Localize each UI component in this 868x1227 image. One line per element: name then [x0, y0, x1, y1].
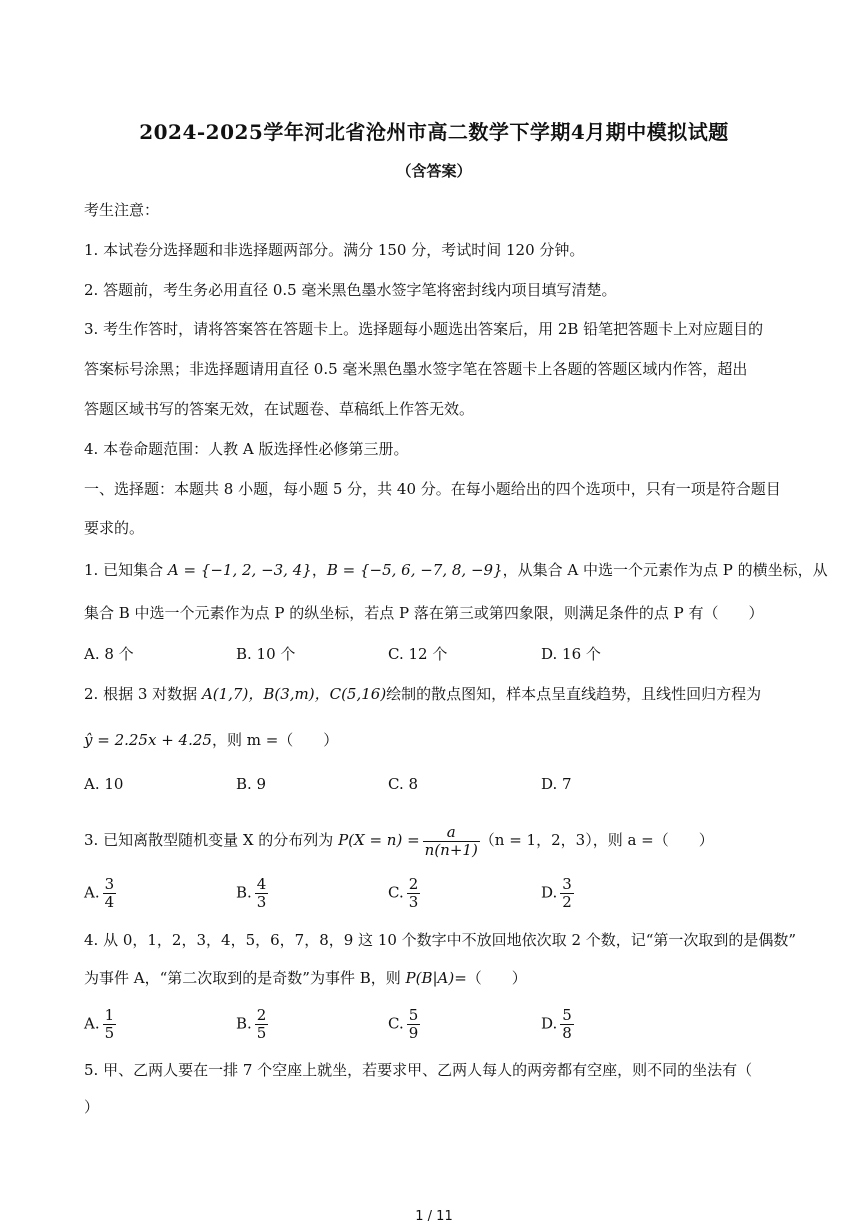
section-heading: 一、选择题：本题共 8 小题，每小题 5 分，共 40 分。在每小题给出的四个选项中，只有一项是符合题目 — [84, 480, 781, 498]
q3-suffix: （n = 1，2，3），则 a =（ ） — [479, 831, 714, 849]
option-label: B. — [236, 1014, 252, 1033]
option-label: C. — [388, 883, 404, 902]
q4-prefix: 为事件 A，“第二次取到的是奇数”为事件 B，则 — [84, 969, 406, 987]
q4-suffix: =（ ） — [454, 969, 527, 987]
frac-num: 2 — [408, 875, 419, 893]
q3-fraction — [423, 824, 480, 859]
question-5-line-1: 5. 甲、乙两人要在一排 7 个空座上就坐，若要求甲、乙两人每人的两旁都有空座，则不同的坐法有（ — [84, 1061, 753, 1079]
question-4-line-1: 4. 从 0，1，2，3，4，5，6，7，8，9 这 10 个数字中不放回地依次取 2 个数，记“第一次取到的是偶数” — [84, 931, 797, 949]
q4-option-c — [388, 1007, 420, 1042]
notice-item: 1. 本试卷分选择题和非选择题两部分。满分 150 分，考试时间 120 分钟。 — [84, 241, 585, 259]
frac-den: 5 — [104, 1024, 115, 1042]
option-fraction — [255, 1007, 269, 1042]
question-2-line-1 — [84, 684, 784, 704]
option-fraction — [103, 1007, 117, 1042]
option-label: A. — [84, 1014, 100, 1033]
option-label: D. — [541, 1014, 558, 1033]
question-1-line-1 — [84, 560, 828, 580]
frac-den: 5 — [256, 1024, 267, 1042]
frac-num: 4 — [256, 875, 267, 893]
q1-option-c: C. 12 个 — [388, 645, 448, 663]
option-fraction — [560, 876, 574, 911]
q1-option-d: D. 16 个 — [541, 645, 601, 663]
q2-option-d: D. 7 — [541, 775, 572, 793]
frac-num: 3 — [562, 875, 572, 893]
q1-prefix: 1. 已知集合 — [84, 561, 168, 579]
option-label: B. — [236, 883, 252, 902]
q3-option-b — [236, 876, 268, 911]
frac-den: 9 — [408, 1024, 419, 1042]
page-subtitle: （含答案） — [396, 162, 472, 180]
option-fraction — [407, 1007, 421, 1042]
q2-points: A(1,7)，B(3,m)，C(5,16) — [201, 685, 387, 703]
frac-den: 4 — [104, 893, 115, 911]
frac-num: 3 — [104, 875, 115, 893]
option-fraction — [407, 876, 421, 911]
frac-num: 2 — [256, 1006, 267, 1024]
q1-option-a: A. 8 个 — [84, 645, 134, 663]
frac-den: 3 — [256, 893, 267, 911]
q2-option-c: C. 8 — [388, 775, 419, 793]
notice-item: 3. 考生作答时，请将答案答在答题卡上。选择题每小题选出答案后，用 2B 铅笔把答题卡上对应题目的 — [84, 320, 764, 338]
q3-lhs: P(X = n) = — [338, 831, 420, 849]
question-5-line-2: ） — [84, 1098, 100, 1116]
q2-regression-eq: ŷ = 2.25x + 4.25 — [84, 731, 212, 749]
frac-den: 3 — [408, 893, 419, 911]
q2-suffix: 绘制的散点图知，样本点呈直线趋势，且线性回归方程为 — [386, 685, 762, 703]
frac-den: 8 — [562, 1024, 572, 1042]
frac-num: 5 — [562, 1006, 572, 1024]
q3-option-c — [388, 876, 420, 911]
q4-option-a — [84, 1007, 116, 1042]
option-fraction — [103, 876, 117, 911]
q3-frac-num: a — [446, 822, 456, 841]
q3-prefix: 3. 已知离散型随机变量 X 的分布列为 — [84, 831, 339, 849]
q3-option-d — [541, 876, 574, 911]
q3-frac-den: n(n+1) — [424, 840, 478, 859]
notice-heading: 考生注意： — [84, 201, 160, 219]
notice-item: 2. 答题前，考生务必用直径 0.5 毫米黑色墨水签字笔将密封线内项目填写清楚。 — [84, 281, 617, 299]
q2-line2-suffix: ，则 m =（ ） — [211, 731, 339, 749]
q1-sep: ， — [311, 561, 327, 579]
option-fraction — [255, 876, 269, 911]
notice-item: 答案标号涂黑；非选择题请用直径 0.5 毫米黑色墨水签字笔在答题卡上各题的答题区域内作答，超出 — [84, 360, 748, 378]
q4-prob: P(B|A) — [405, 969, 455, 987]
page-title: 2024-2025学年河北省沧州市高二数学下学期4月期中模拟试题 — [139, 120, 729, 144]
q1-set-a: A = {−1, 2, −3, 4} — [167, 561, 312, 579]
frac-num: 5 — [408, 1006, 419, 1024]
q3-option-a — [84, 876, 116, 911]
page-number: 1 / 11 — [415, 1209, 453, 1224]
question-3-line-1 — [84, 820, 784, 860]
section-heading-cont: 要求的。 — [84, 519, 145, 537]
q4-option-d — [541, 1007, 574, 1042]
question-2-line-2 — [84, 730, 784, 750]
notice-item: 答题区域书写的答案无效，在试题卷、草稿纸上作答无效。 — [84, 400, 475, 418]
notice-item: 4. 本卷命题范围：人教 A 版选择性必修第三册。 — [84, 440, 409, 458]
q4-option-b — [236, 1007, 268, 1042]
frac-num: 1 — [104, 1006, 115, 1024]
q1-option-b: B. 10 个 — [236, 645, 296, 663]
option-label: A. — [84, 883, 100, 902]
option-label: C. — [388, 1014, 404, 1033]
q1-set-b: B = {−5, 6, −7, 8, −9} — [326, 561, 503, 579]
q2-prefix: 2. 根据 3 对数据 — [84, 685, 202, 703]
option-label: D. — [541, 883, 558, 902]
frac-den: 2 — [562, 893, 572, 911]
q2-option-a: A. 10 — [84, 775, 124, 793]
option-fraction — [560, 1007, 574, 1042]
question-4-line-2 — [84, 968, 784, 988]
q2-option-b: B. 9 — [236, 775, 267, 793]
q1-suffix: ，从集合 A 中选一个元素作为点 P 的横坐标，从 — [502, 561, 828, 579]
question-1-line-2: 集合 B 中选一个元素作为点 P 的纵坐标，若点 P 落在第三或第四象限，则满足条件的点 P 有（ ） — [84, 604, 764, 622]
